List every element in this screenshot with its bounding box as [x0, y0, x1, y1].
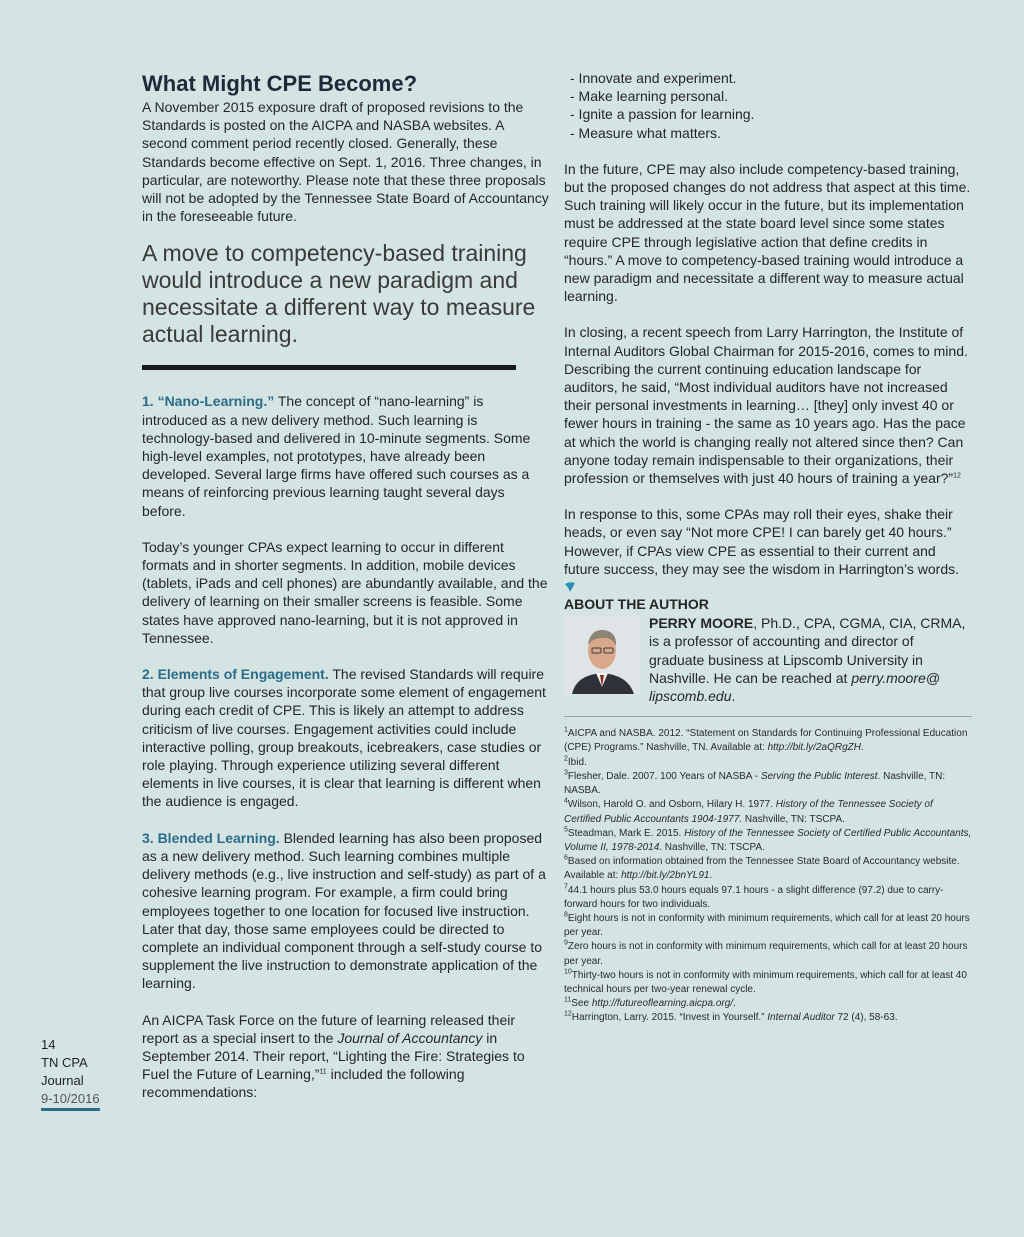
- section-engagement: [142, 665, 552, 811]
- journal-name: Journal of Accountancy: [337, 1029, 483, 1046]
- author-photo: [564, 617, 641, 694]
- footnote-divider: [564, 716, 972, 717]
- section-heading: 1. “Nano-Learning.”: [142, 393, 275, 410]
- right-column: [564, 69, 972, 1026]
- footnote-ref: 11: [319, 1068, 327, 1076]
- intro-paragraph: A November 2015 exposure draft of proposed revisions to the Standards is posted on the AICPA and NASBA websites. A second comment period recently closed. Generally, these Standards become effective on Sept. 1, 2016. Three changes, in particular, are noteworthy. Please note that these three proposals will not be adopted by the Tennessee State Board of Accountancy in the foreseeable future.: [142, 99, 549, 225]
- closing-paragraph: [564, 323, 972, 487]
- section-text: Blended learning has also been proposed as a new delivery method. Such learning combines multiple delivery methods (e.g., live instruction and self-study) as part of a cohesive learning program. For example, a firm could bring employees together to one location for focused live instruction. Later that day, those same employees could be directed to complete an individual component through a self-study course to supplement the live instruction to demonstrate application of the learning.: [142, 829, 546, 992]
- footnotes: [564, 727, 972, 1025]
- author-portrait-icon: [564, 617, 641, 694]
- footnote: $^1$AICPA and NASBA. 2012. “Statement on Standards for Continuing Professional Education (CPE) Programs.” Nashville, TN. Available at: http://bit.ly/2aQRgZH.: [564, 726, 968, 754]
- response-text: In response to this, some CPAs may roll their eyes, shake their heads, or even say “Not more CPE! I can barely get 40 hours.” However, if CPAs view CPE as essential to their current and future success, they may see the wisdom in Harrington’s words.: [564, 506, 960, 577]
- task-force-paragraph: [142, 1011, 552, 1102]
- article-title: What Might CPE Become?: [142, 71, 418, 96]
- publication-name: TN CPA: [41, 1055, 88, 1070]
- section-nano-learning: [142, 392, 552, 519]
- closing-text: In closing, a recent speech from Larry Harrington, the Institute of Internal Auditors Global Chairman for 2015-2016, comes to mind. Describing the current continuing education landscape for auditors, he said, “Most individual auditors have not increased their personal investments in learning… [they] only invest 40 or fewer hours in training - the same as 10 years ago. Has the pace at which the world is changing really not altered since then? Can anyone today remain indispensable to their organizations, their profession or themselves with just 40 hours of training a year?”: [564, 324, 968, 487]
- task-force-text-2: in September 2014. Their report, “Lighting the Fire: Strategies to Fuel the Future of Learning,”: [142, 1029, 525, 1083]
- pull-quote: A move to competency-based training would introduce a new paradigm and necessitate a different way to measure actual learning.: [142, 240, 536, 348]
- page-folio: [41, 1036, 100, 1111]
- about-author-heading: ABOUT THE AUTHOR: [564, 596, 709, 613]
- author-name: PERRY MOORE: [649, 615, 754, 632]
- author-email[interactable]: perry.moore@ lipscomb.edu: [649, 669, 940, 705]
- list-item: - Make learning personal.: [570, 88, 728, 105]
- footnote: $^4$Wilson, Harold O. and Osborn, Hilary H. 1977. History of the Tennessee Society of Certified Public Accountants 1904-1977. Nashville, TN: TSCPA.: [564, 797, 933, 825]
- footnote: $^{12}$Harrington, Larry. 2015. “Invest in Yourself.” Internal Auditor 72 (4), 58-63.: [564, 1011, 898, 1024]
- author-block: [564, 614, 972, 704]
- section-blended-learning: [142, 829, 552, 993]
- footnote: $^3$Flesher, Dale. 2007. 100 Years of NASBA - Serving the Public Interest. Nashville, TN: NASBA.: [564, 769, 946, 797]
- footnote: $^7$44.1 hours plus 53.0 hours equals 97.1 hours - a slight difference (97.2) due to carry-forward hours for two individuals.: [564, 883, 944, 910]
- footnote: $^6$Based on information obtained from the Tennessee State Board of Accountancy website. Available at: http://bit.ly/2bnYL91.: [564, 854, 960, 882]
- list-item: - Measure what matters.: [570, 124, 721, 141]
- section-text: The concept of “nano-learning” is introduced as a new delivery method. Such learning is technology-based and delivered in 10-minute segments. Some high-level examples, not prototypes, have already been developed. Several large firms have offered such courses as a means of reinforcing previous learning taught several days before.: [142, 393, 531, 519]
- left-column: [142, 70, 552, 1102]
- response-paragraph: [564, 505, 972, 596]
- section-heading: 2. Elements of Engagement.: [142, 666, 329, 683]
- section-younger-cpas: [142, 538, 552, 647]
- list-item: - Innovate and experiment.: [570, 70, 737, 86]
- pull-quote-rule: [142, 365, 516, 370]
- footnote: $^{10}$Thirty-two hours is not in conformity with minimum requirements, which call for at least 40 technical hours per two-year renewal cycle.: [564, 968, 967, 995]
- footnote: $^9$Zero hours is not in conformity with minimum requirements, which call for at least 20 hours per year.: [564, 940, 968, 967]
- author-bio-text: , Ph.D., CPA, CGMA, CIA, CRMA, is a professor of accounting and director of graduate business at Lipscomb University in Nashville. He can be reached at: [649, 615, 966, 686]
- future-paragraph: In the future, CPE may also include competency-based training, but the proposed changes do not address that aspect at this time. Such training will likely occur in the future, but its implementation must be addressed at the state board level since some states require CPE through legislative action that define credits in “hours.” A move to competency-based training would introduce a new paradigm and necessitate a different way to measure actual learning.: [564, 160, 971, 305]
- task-force-text-3: included the following recommendations:: [142, 1066, 465, 1101]
- section-heading: 3. Blended Learning.: [142, 829, 280, 846]
- issue-date: 9-10/2016: [41, 1090, 100, 1111]
- footnote-ref: 12: [953, 472, 961, 480]
- page-number: 14: [41, 1037, 56, 1052]
- task-force-text: An AICPA Task Force on the future of learning released their report as a special insert to the: [142, 1011, 516, 1046]
- footnote: $^8$Eight hours is not in conformity with minimum requirements, which call for at least 20 hours per year.: [564, 911, 970, 939]
- section-text: Today’s younger CPAs expect learning to occur in different formats and in shorter segments. In addition, mobile devices (tablets, iPads and cell phones) are abundantly available, and the delivery of learning on their smaller screens is feasible. Some states have approved nano-learning, but it is not approved in Tennessee.: [142, 538, 548, 646]
- section-text: The revised Standards will require that group live courses incorporate some element of engagement during each credit of CPE. This is likely an attempt to address criticism of live courses. Engagement activities could include interactive polling, group breakouts, icebreakers, case studies or role playing. Through experience utilizing several different elements in live courses, it is clear that learning is different when the audience is engaged.: [142, 666, 546, 810]
- end-mark-icon: [564, 581, 576, 593]
- footnote: $^{11}$See http://futureoflearning.aicpa.org/.: [564, 996, 736, 1010]
- recommendations-list: [564, 69, 972, 142]
- list-item: - Ignite a passion for learning.: [570, 106, 755, 123]
- author-bio-end: .: [731, 688, 736, 705]
- author-bio: [649, 614, 972, 705]
- publication-name-2: Journal: [41, 1073, 84, 1088]
- footnote: $^5$Steadman, Mark E. 2015. History of the Tennessee Society of Certified Public Accountants, Volume II, 1978-2014. Nashville, TN: TSCPA.: [564, 826, 972, 853]
- footnote: $^2$Ibid.: [564, 755, 587, 768]
